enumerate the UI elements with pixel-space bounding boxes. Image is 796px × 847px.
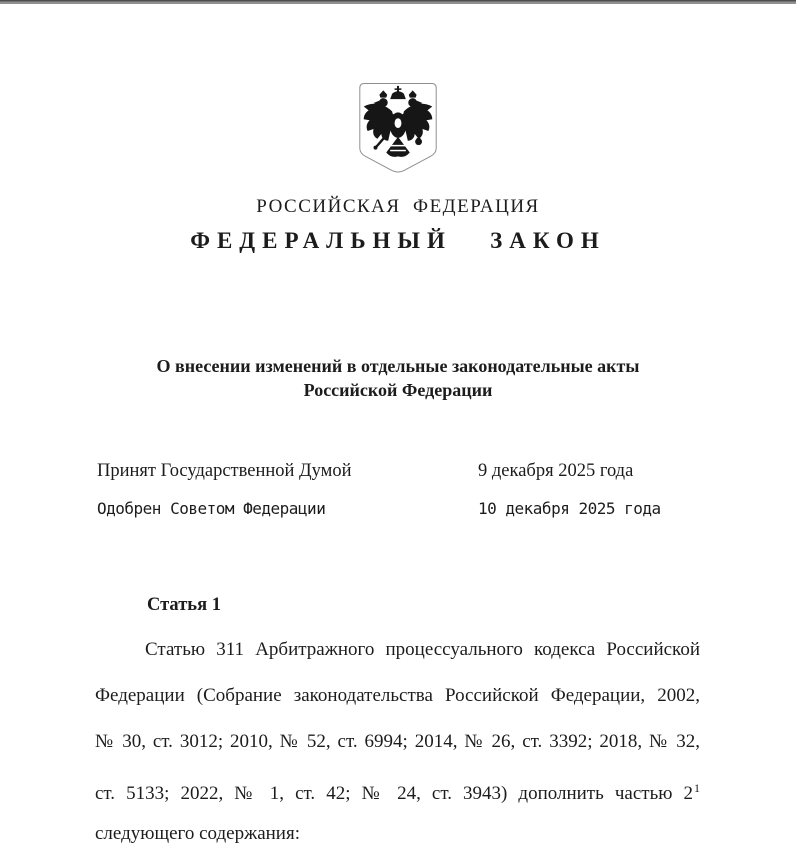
paragraph-line: Федерации (Собрание законодательства Российской Федерации, 2002, (95, 685, 700, 706)
law-title-line-1: О внесении изменений в отдельные законодательные акты (156, 356, 640, 376)
approved-by-council-row (97, 497, 700, 521)
coat-of-arms-icon (357, 82, 439, 176)
adopted-by-duma-label: Принят Государственной Думой (97, 461, 352, 481)
law-title-line-2: Российской Федерации (303, 380, 493, 400)
paragraph-line: ст. 5133; 2022, № 1, ст. 42; № 24, ст. 3943) дополнить частью $2^1$ (95, 781, 700, 804)
document-type-heading: ФЕДЕРАЛЬНЫЙ ЗАКОН (190, 228, 606, 253)
article-1-heading: Статья 1 (147, 595, 221, 615)
approved-by-council-label: Одобрен Советом Федерации (97, 499, 326, 518)
law-title (0, 354, 796, 402)
paragraph-line: Статью 311 Арбитражного процессуального кодекса Российской (145, 639, 700, 660)
approved-by-council-date: 10 декабря 2025 года (478, 499, 661, 518)
adopted-by-duma-date: 9 декабря 2025 года (478, 461, 634, 481)
superscript-footnote-mark: 1 (694, 781, 700, 795)
country-name-heading: РОССИЙСКАЯ ФЕДЕРАЦИЯ (256, 196, 540, 217)
paragraph-line: № 30, ст. 3012; 2010, № 52, ст. 6994; 2014, № 26, ст. 3392; 2018, № 32, (95, 731, 700, 752)
paragraph-line: следующего содержания: (95, 823, 300, 844)
adopted-by-duma-row (97, 459, 700, 483)
article-1-paragraph (95, 627, 700, 847)
window-top-border (0, 0, 796, 4)
adoption-block (97, 459, 700, 521)
